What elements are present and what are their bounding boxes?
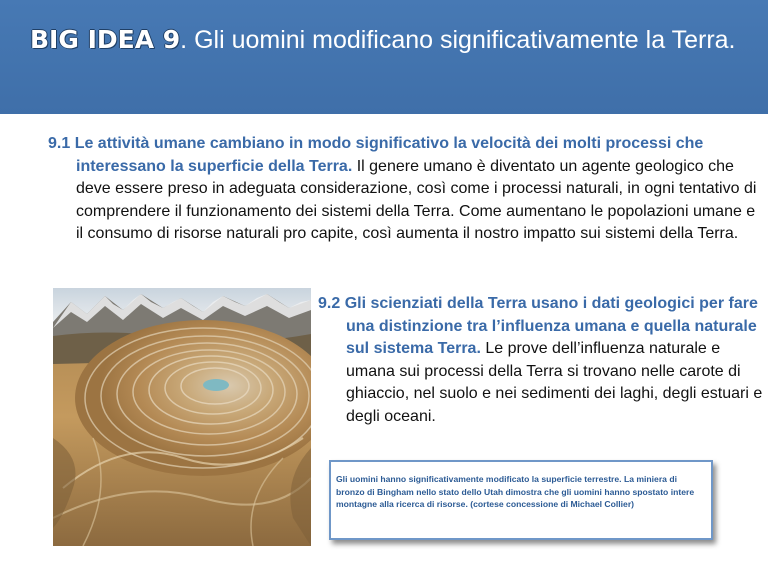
section-9-1: [48, 133, 766, 246]
slide-title: [30, 22, 750, 58]
section-9-2-body: Le prove dell’influenza naturale e umana sui processi della Terra si trovano nelle carote di ghiaccio, nel suolo e nei sedimenti dei laghi, degli estuari e degli oceani.: [346, 340, 763, 425]
section-9-1-body: Il genere umano è diventato un agente geologico che deve essere preso in adeguata considerazione, così come i processi naturali, in ogni tentativo di comprendere il funzionamento dei sistemi della Terra. Come aumentano le popolazioni umane e il consumo di risorse naturali pro capite, così aumenta il nostro impatto sui sistemi della Terra.: [76, 157, 757, 242]
open-pit-mine-image: [53, 288, 311, 546]
title-banner: [0, 0, 768, 114]
title-text: . Gli uomini modificano significativamente la Terra.: [180, 26, 736, 54]
photo-caption: Gli uomini hanno significativamente modificato la superficie terrestre. La miniera di bronzo di Bingham nello stato dello Utah dimostra che gli uomini hanno spostato intere montagne alla ricerca di risorse. (cortese concessione di Michael Collier): [329, 460, 713, 540]
section-9-2: [318, 293, 766, 428]
bingham-mine-photo: [53, 288, 311, 546]
section-9-2-heading: 9.2 Gli scienziati della Terra usano i dati geologici per fare una distinzione tra l’influenza umana e quella naturale sul sistema Terra.: [318, 295, 758, 357]
section-9-1-heading: 9.1 Le attività umane cambiano in modo significativo la velocità dei molti processi che interessano la superficie della Terra.: [48, 135, 704, 175]
big-idea-label: BIG IDEA 9: [30, 25, 181, 54]
